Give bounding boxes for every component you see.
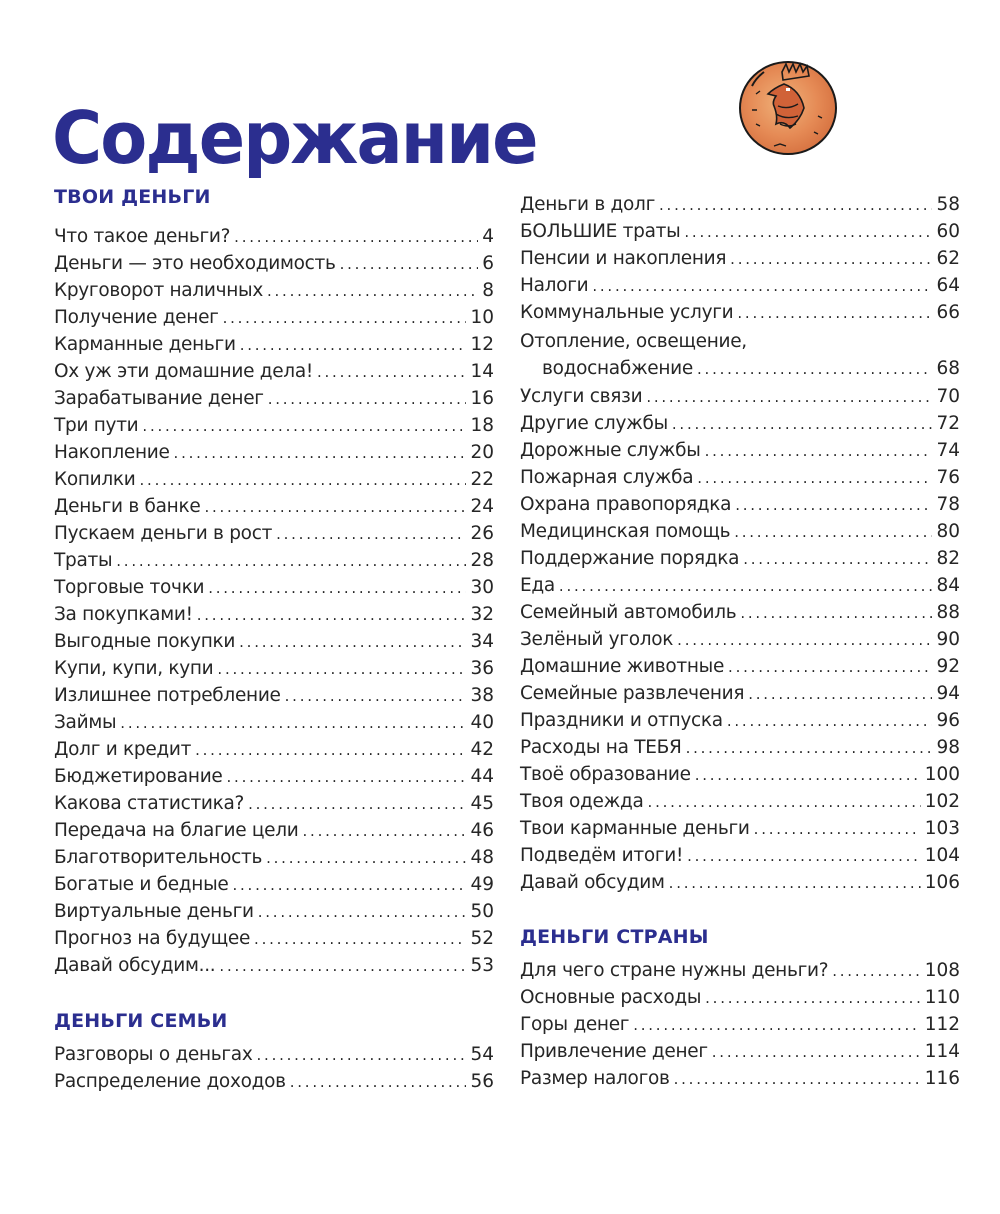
dot-leader bbox=[285, 683, 467, 710]
toc-entry[interactable]: Карманные деньги . . . 12 bbox=[54, 331, 494, 358]
toc-entry[interactable]: Пускаем деньги в рост . . . 26 bbox=[54, 520, 494, 547]
toc-entry[interactable]: Привлечение денег . . . 114 bbox=[520, 1038, 960, 1065]
dot-leader bbox=[697, 356, 932, 383]
toc-entry[interactable]: Услуги связи . . . 70 bbox=[520, 383, 960, 410]
dot-leader bbox=[204, 494, 466, 521]
toc-entry[interactable]: Поддержание порядка . . . 82 bbox=[520, 545, 960, 572]
dot-leader bbox=[592, 273, 932, 300]
dot-leader bbox=[266, 845, 466, 872]
dot-leader bbox=[674, 1066, 921, 1093]
toc-entry[interactable]: Для чего стране нужны деньги? . . . 108 bbox=[520, 957, 960, 984]
toc-entry[interactable]: Налоги . . . 64 bbox=[520, 272, 960, 299]
dot-leader bbox=[727, 708, 933, 735]
toc-entry[interactable]: Еда . . . 84 bbox=[520, 572, 960, 599]
toc-entry[interactable]: Коммунальные услуги . . . 66 bbox=[520, 299, 960, 326]
toc-entry[interactable]: Копилки . . . 22 bbox=[54, 466, 494, 493]
dot-leader bbox=[234, 224, 478, 251]
toc-entry[interactable]: Расходы на ТЕБЯ . . . 98 bbox=[520, 734, 960, 761]
toc-entry[interactable]: Твоё образование . . . 100 bbox=[520, 761, 960, 788]
dot-leader bbox=[735, 492, 932, 519]
toc-entry[interactable]: Торговые точки . . . 30 bbox=[54, 574, 494, 601]
toc-entry[interactable]: Излишнее потребление . . . 38 bbox=[54, 682, 494, 709]
dot-leader bbox=[697, 465, 932, 492]
dot-leader bbox=[257, 1042, 467, 1069]
section-title-your-money: ТВОИ ДЕНЬГИ bbox=[54, 186, 211, 208]
dot-leader bbox=[740, 600, 932, 627]
dot-leader bbox=[268, 386, 467, 413]
dot-leader bbox=[684, 219, 932, 246]
toc-entry[interactable]: Распределение доходов . . . 56 bbox=[54, 1068, 494, 1095]
toc-entry[interactable]: Давай обсудим... . . . 53 bbox=[54, 952, 494, 979]
section-title-family-money: ДЕНЬГИ СЕМЬИ bbox=[54, 1010, 228, 1032]
toc-entry[interactable]: Прогноз на будущее . . . 52 bbox=[54, 925, 494, 952]
toc-entry[interactable]: Три пути . . . 18 bbox=[54, 412, 494, 439]
dot-leader bbox=[695, 762, 921, 789]
dot-leader bbox=[303, 818, 467, 845]
toc-entry[interactable]: Зарабатывание денег . . . 16 bbox=[54, 385, 494, 412]
toc-entry[interactable]: Зелёный уголок . . . 90 bbox=[520, 626, 960, 653]
dot-leader bbox=[116, 548, 466, 575]
dot-leader bbox=[223, 305, 467, 332]
dot-leader bbox=[142, 413, 466, 440]
dot-leader bbox=[208, 575, 466, 602]
dot-leader bbox=[219, 953, 466, 980]
dot-leader bbox=[743, 546, 932, 573]
toc-entry[interactable]: Семейные развлечения . . . 94 bbox=[520, 680, 960, 707]
toc-entry[interactable]: Горы денег . . . 112 bbox=[520, 1011, 960, 1038]
dot-leader bbox=[754, 816, 921, 843]
dot-leader bbox=[195, 737, 466, 764]
coin-icon bbox=[734, 54, 842, 158]
dot-leader bbox=[248, 791, 466, 818]
toc-entry[interactable]: Передача на благие цели . . . 46 bbox=[54, 817, 494, 844]
toc-entry[interactable]: Домашние животные . . . 92 bbox=[520, 653, 960, 680]
dot-leader bbox=[748, 681, 932, 708]
dot-leader bbox=[730, 246, 932, 273]
toc-entry[interactable]: Благотворительность . . . 48 bbox=[54, 844, 494, 871]
dot-leader bbox=[705, 438, 933, 465]
toc-entry[interactable]: БОЛЬШИЕ траты . . . 60 bbox=[520, 218, 960, 245]
toc-entry[interactable]: Другие службы . . . 72 bbox=[520, 410, 960, 437]
dot-leader bbox=[672, 411, 933, 438]
dot-leader bbox=[254, 926, 466, 953]
dot-leader bbox=[669, 870, 921, 897]
dot-leader bbox=[290, 1069, 467, 1096]
toc-entry[interactable]: Накопление . . . 20 bbox=[54, 439, 494, 466]
dot-leader bbox=[712, 1039, 921, 1066]
toc-entry[interactable]: Деньги — это необходимость . . . 6 bbox=[54, 250, 494, 277]
toc-entry[interactable]: Пенсии и накопления . . . 62 bbox=[520, 245, 960, 272]
dot-leader bbox=[832, 958, 920, 985]
dot-leader bbox=[174, 440, 467, 467]
toc-entry[interactable]: Получение денег . . . 10 bbox=[54, 304, 494, 331]
dot-leader bbox=[239, 629, 466, 656]
dot-leader bbox=[705, 985, 921, 1012]
dot-leader bbox=[633, 1012, 920, 1039]
toc-entry[interactable]: Деньги в банке . . . 24 bbox=[54, 493, 494, 520]
toc-entry[interactable]: Что такое деньги? . . . 4 bbox=[54, 223, 494, 250]
toc-entry-first-line: Отопление, освещение, bbox=[520, 331, 747, 352]
dot-leader bbox=[648, 789, 921, 816]
toc-entry[interactable]: Деньги в долг . . . 58 bbox=[520, 191, 960, 218]
toc-entry[interactable]: Дорожные службы . . . 74 bbox=[520, 437, 960, 464]
dot-leader bbox=[559, 573, 933, 600]
toc-entry[interactable]: Размер налогов . . . 116 bbox=[520, 1065, 960, 1092]
dot-leader bbox=[728, 654, 932, 681]
toc-entry[interactable]: Виртуальные деньги . . . 50 bbox=[54, 898, 494, 925]
toc-entry[interactable]: Пожарная служба . . . 76 bbox=[520, 464, 960, 491]
toc-entry[interactable]: Богатые и бедные . . . 49 bbox=[54, 871, 494, 898]
toc-entry[interactable]: Выгодные покупки . . . 34 bbox=[54, 628, 494, 655]
dot-leader bbox=[120, 710, 466, 737]
toc-entry[interactable]: Семейный автомобиль . . . 88 bbox=[520, 599, 960, 626]
dot-leader bbox=[734, 519, 932, 546]
dot-leader bbox=[317, 359, 466, 386]
dot-leader bbox=[227, 764, 467, 791]
toc-entry[interactable]: Купи, купи, купи . . . 36 bbox=[54, 655, 494, 682]
toc-entry[interactable]: Ох уж эти домашние дела! . . . 14 bbox=[54, 358, 494, 385]
toc-entry[interactable]: Медицинская помощь . . . 80 bbox=[520, 518, 960, 545]
toc-entry[interactable]: Долг и кредит . . . 42 bbox=[54, 736, 494, 763]
dot-leader bbox=[687, 843, 921, 870]
dot-leader bbox=[276, 521, 466, 548]
dot-leader bbox=[197, 602, 467, 629]
dot-leader bbox=[659, 192, 932, 219]
dot-leader bbox=[737, 300, 932, 327]
toc-entry[interactable]: Основные расходы . . . 110 bbox=[520, 984, 960, 1011]
dot-leader bbox=[217, 656, 466, 683]
toc-entry[interactable]: Разговоры о деньгах . . . 54 bbox=[54, 1041, 494, 1068]
dot-leader bbox=[240, 332, 467, 359]
toc-entry[interactable]: Давай обсудим . . . 106 bbox=[520, 869, 960, 896]
dot-leader bbox=[677, 627, 932, 654]
dot-leader bbox=[232, 872, 466, 899]
toc-entry[interactable]: Круговорот наличных . . . 8 bbox=[54, 277, 494, 304]
dot-leader bbox=[258, 899, 467, 926]
dot-leader bbox=[646, 384, 932, 411]
dot-leader bbox=[140, 467, 467, 494]
dot-leader bbox=[340, 251, 479, 278]
toc-entry[interactable]: Бюджетирование . . . 44 bbox=[54, 763, 494, 790]
toc-entry[interactable]: За покупками! . . . 32 bbox=[54, 601, 494, 628]
page-title: Содержание bbox=[52, 96, 537, 181]
toc-entry[interactable]: Праздники и отпуска . . . 96 bbox=[520, 707, 960, 734]
dot-leader bbox=[686, 735, 933, 762]
dot-leader bbox=[267, 278, 478, 305]
toc-entry[interactable]: Охрана правопорядка . . . 78 bbox=[520, 491, 960, 518]
toc-entry[interactable]: Займы . . . 40 bbox=[54, 709, 494, 736]
section-title-country-money: ДЕНЬГИ СТРАНЫ bbox=[520, 926, 709, 948]
toc-entry[interactable]: Какова статистика? . . . 45 bbox=[54, 790, 494, 817]
toc-entry[interactable]: водоснабжение . . . 68 bbox=[520, 355, 960, 382]
toc-entry[interactable]: Твоя одежда . . . 102 bbox=[520, 788, 960, 815]
toc-entry[interactable]: Подведём итоги! . . . 104 bbox=[520, 842, 960, 869]
toc-entry[interactable]: Твои карманные деньги . . . 103 bbox=[520, 815, 960, 842]
toc-entry[interactable]: Траты . . . 28 bbox=[54, 547, 494, 574]
